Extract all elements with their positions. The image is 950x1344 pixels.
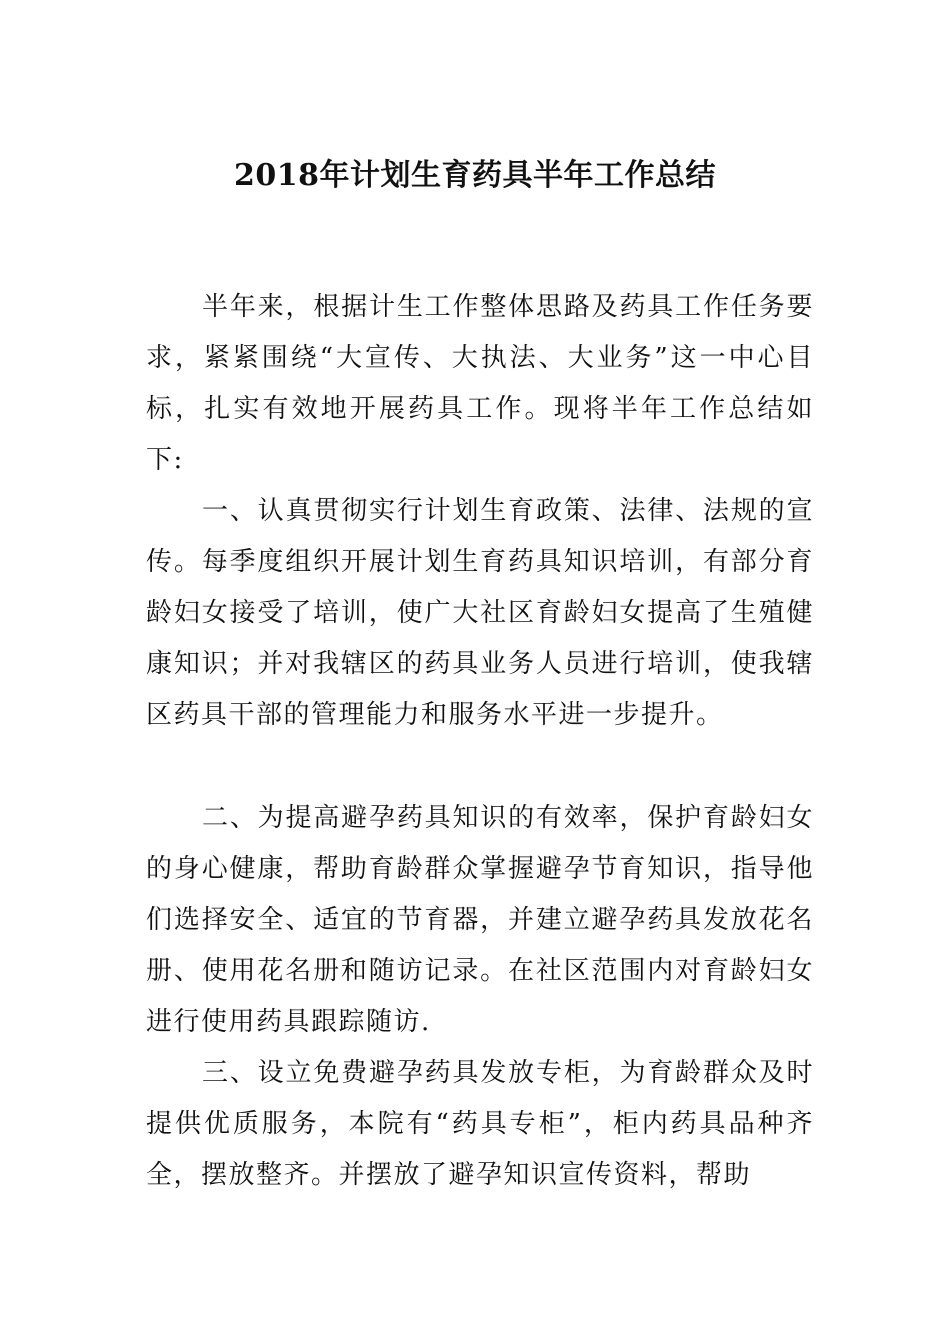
paragraph-section-2: 二、为提高避孕药具知识的有效率，保护育龄妇女的身心健康，帮助育龄群众掌握避孕节育知识，指导他们选择安全、适宜的节育器，并建立避孕药具发放花名册、使用花名册和随访记录。在社区范围内对育龄妇女进行使用药具跟踪随访. xyxy=(146,803,814,1037)
document-title: 2018年计划生育药具半年工作总结 xyxy=(234,158,716,193)
paragraph-section-3: 三、设立免费避孕药具发放专柜，为育龄群众及时提供优质服务，本院有“药具专柜”，柜内药具品种齐全，摆放整齐。并摆放了避孕知识宣传资料，帮助 xyxy=(146,1058,814,1190)
paragraph-intro: 半年来，根据计生工作整体思路及药具工作任务要求，紧紧围绕“大宣传、大执法、大业务”这一中心目标，扎实有效地开展药具工作。现将半年工作总结如下: xyxy=(146,292,814,475)
paragraph-section-1: 一、认真贯彻实行计划生育政策、法律、法规的宣传。每季度组织开展计划生育药具知识培训，有部分育龄妇女接受了培训，使广大社区育龄妇女提高了生殖健康知识；并对我辖区的药具业务人员进行培训，使我辖区药具干部的管理能力和服务水平进一步提升。 xyxy=(146,496,814,730)
document-body xyxy=(146,282,814,1201)
paragraph-spacer xyxy=(146,741,814,793)
